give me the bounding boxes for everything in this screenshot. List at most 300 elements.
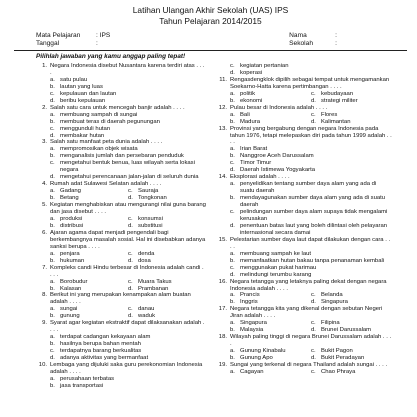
answer-option	[36, 119, 206, 126]
option-text: Malaysia	[240, 327, 264, 334]
option-letter: a.	[230, 292, 235, 299]
answer-option	[216, 272, 392, 279]
option-text: substitusi	[138, 222, 163, 229]
option-letter: b.	[230, 355, 235, 362]
question-number: 9.	[42, 320, 47, 327]
answer-option	[230, 292, 311, 299]
answer-option	[216, 70, 392, 77]
option-letter: d.	[50, 97, 55, 104]
option-text: Daerah Istimewa Yogyakarta	[240, 167, 315, 174]
option-text: membakar hutan	[60, 132, 105, 139]
option-letter: c.	[50, 348, 55, 355]
answer-option	[230, 348, 311, 355]
option-letter: a.	[50, 278, 55, 285]
question-number: 15.	[218, 236, 227, 243]
question-text: Ajaran agama dapat menjadi pengendali bagi berkembangnya masalah sosial. Hal ini disebabkan adanya sanksi berupa . . . .	[50, 229, 206, 250]
answer-option	[216, 223, 392, 237]
option-letter: c.	[230, 264, 235, 271]
option-text: menggunakan pukat harimau	[240, 264, 317, 271]
option-text: konsumsi	[138, 215, 163, 222]
option-text: penjara	[60, 250, 80, 257]
option-letter: a.	[230, 181, 235, 188]
answer-option	[50, 286, 128, 293]
question-number: 18.	[218, 334, 227, 341]
answer-option	[50, 216, 128, 223]
question-item	[216, 237, 392, 251]
question-item	[216, 362, 392, 369]
question-text: Kompleks candi Hindu terbesar di Indonesia adalah candi . . . .	[50, 264, 204, 278]
option-letter: d.	[311, 299, 316, 306]
option-text: danau	[138, 306, 155, 313]
option-letter: b.	[230, 153, 235, 160]
question-item	[36, 320, 206, 334]
option-letter: b.	[230, 195, 235, 202]
question-number: 2.	[42, 104, 47, 111]
option-text: penyelidikan tentang sumber daya alam yang ada di suatu daerah	[240, 181, 377, 195]
option-letter: d.	[311, 118, 316, 125]
question-number: 13.	[218, 125, 227, 132]
option-text: dosa	[138, 257, 151, 264]
instruction: Pilihlah jawaban yang kamu anggap paling tepat!	[36, 52, 186, 60]
option-text: Kalasan	[60, 285, 82, 292]
option-text: Tongkonan	[138, 195, 167, 202]
answer-option	[311, 320, 392, 327]
answer-option	[36, 355, 206, 362]
answer-option	[216, 153, 392, 160]
answer-option	[36, 160, 206, 174]
answer-option-row	[36, 216, 206, 223]
answer-option	[311, 299, 392, 306]
answer-option	[311, 98, 392, 105]
option-letter: d.	[128, 313, 133, 320]
option-text: ekonomi	[240, 97, 263, 104]
option-letter: b.	[50, 285, 55, 292]
answer-option	[216, 258, 392, 265]
answer-option	[128, 251, 206, 258]
question-text: Syarat agar kegiatan ekstraktif dapat dilaksanakan adalah . . . .	[50, 320, 205, 334]
school-label: Sekolah	[289, 40, 313, 47]
option-letter: d.	[50, 355, 55, 362]
question-text: Berikut ini yang merupakan kenampakan alam buatan adalah . . . .	[50, 292, 191, 306]
option-letter: b.	[50, 257, 55, 264]
answer-option	[230, 327, 311, 334]
option-text: Madura	[240, 118, 260, 125]
option-text: hukuman	[60, 257, 85, 264]
question-text: Negara Indonesia disebut Nusantara karena terdiri atas . . . .	[50, 63, 205, 76]
option-letter: b.	[230, 327, 235, 334]
question-number: 11.	[219, 76, 227, 83]
option-text: koperasi	[240, 69, 263, 76]
answer-option	[311, 369, 392, 376]
option-text: hasilnya berupa bahan mentah	[60, 341, 141, 348]
question-number: 6.	[42, 229, 47, 236]
option-letter: d.	[128, 285, 133, 292]
answer-option-row	[216, 348, 392, 355]
option-letter: b.	[50, 153, 55, 160]
option-letter: a.	[50, 250, 55, 257]
question-text: Salah satu manfaat peta dunia adalah . . . .	[50, 139, 163, 146]
option-text: beribu kepulauan	[60, 97, 106, 104]
option-letter: c.	[230, 160, 235, 167]
question-item	[36, 202, 206, 216]
option-letter: a.	[50, 146, 55, 153]
option-text: mendayagunakan sumber daya alam yang ada di suatu daerah	[240, 195, 386, 209]
answer-option-row	[216, 292, 392, 299]
option-letter: c.	[128, 306, 133, 313]
option-letter: b.	[50, 195, 55, 202]
answer-option	[128, 195, 206, 202]
question-item	[36, 362, 206, 376]
answer-option-row	[36, 279, 206, 286]
answer-option	[128, 223, 206, 230]
date-label: Tanggal	[36, 40, 60, 47]
option-text: mengetahui perencanaan jalan-jalan di seluruh dunia	[60, 174, 199, 181]
option-text: Betang	[60, 195, 79, 202]
answer-option	[230, 119, 311, 126]
option-text: Nanggroe Aceh Darussalam	[240, 153, 314, 160]
answer-option-row	[216, 98, 392, 105]
option-letter: a.	[50, 76, 55, 83]
answer-option	[36, 348, 206, 355]
option-letter: c.	[128, 215, 133, 222]
answer-option-row	[36, 195, 206, 202]
answer-option-row	[36, 286, 206, 293]
option-text: kegiatan pertanian	[240, 63, 289, 69]
option-text: Flores	[321, 111, 338, 118]
answer-option-row	[36, 223, 206, 230]
answer-option	[50, 195, 128, 202]
answer-option	[311, 355, 392, 362]
option-letter: a.	[230, 250, 235, 257]
option-letter: d.	[128, 257, 133, 264]
answer-option	[216, 209, 392, 223]
option-letter: b.	[230, 299, 235, 306]
answer-option	[230, 299, 311, 306]
answer-option	[216, 251, 392, 258]
answer-option	[128, 313, 206, 320]
answer-option	[230, 320, 311, 327]
option-letter: c.	[230, 63, 235, 69]
option-text: Irian Barat	[240, 146, 268, 153]
option-letter: c.	[128, 250, 133, 257]
option-text: Chao Phraya	[321, 368, 356, 375]
name-label: Nama	[289, 32, 307, 40]
question-text: Sungai yang terkenal di negara Thailand adalah sungai . . . .	[230, 361, 388, 368]
answer-option-row	[216, 355, 392, 362]
answer-option	[311, 112, 392, 119]
answer-option	[311, 327, 392, 334]
option-letter: b.	[230, 257, 235, 264]
question-text: Provinsi yang bergabung dengan negara Indonesia pada tahun 1976, tetapi melepaskan diri pada tahun 1999 adalah . . . .	[230, 125, 392, 146]
option-text: Muara Takus	[138, 278, 172, 285]
option-text: Singapura	[321, 299, 348, 306]
option-letter: d.	[230, 167, 235, 174]
answer-option	[216, 167, 392, 174]
answer-option	[50, 279, 128, 286]
question-item	[36, 105, 206, 112]
option-letter: c.	[311, 292, 316, 299]
option-letter: a.	[50, 188, 55, 195]
answer-option	[230, 98, 311, 105]
student-info	[36, 32, 385, 47]
answer-option-row	[36, 251, 206, 258]
option-text: sungai	[60, 306, 78, 313]
answer-option	[50, 251, 128, 258]
option-letter: d.	[50, 132, 55, 139]
option-letter: c.	[50, 125, 55, 132]
option-text: pelindungan sumber daya alam supaya tidak mengalami kerusakan	[240, 209, 388, 222]
answer-option	[36, 383, 206, 390]
option-letter: a.	[230, 320, 235, 327]
answer-option	[216, 265, 392, 272]
option-text: lautan yang luas	[60, 83, 103, 90]
answer-option	[36, 112, 206, 119]
answer-option	[128, 306, 206, 313]
answer-option	[50, 313, 128, 320]
page-title: Latihan Ulangan Akhir Sekolah (UAS) IPS	[132, 5, 289, 15]
option-text: perusahaan terbatas	[60, 375, 115, 382]
option-text: Prambanan	[138, 285, 169, 292]
question-text: Rumah adat Sulawesi Selatan adalah . . . .	[50, 181, 162, 188]
option-text: mempromosikan objek wisata	[60, 146, 138, 153]
question-number: 1.	[42, 63, 47, 69]
option-text: kebudayaan	[321, 90, 354, 97]
option-text: mengetahui bentuk benua, luas wilayah serta lokasi negara	[60, 160, 195, 174]
option-letter: a.	[230, 90, 235, 97]
question-item	[36, 63, 206, 77]
school-value: :	[335, 40, 337, 47]
option-text: Cagayan	[240, 368, 264, 375]
question-item	[216, 126, 392, 147]
question-text: Wilayah paling tinggi di negara Brunei Darussalam adalah . . . .	[230, 334, 392, 348]
question-text: Kegiatan menghabiskan atau mengurangi nilai guna barang dan jasa disebut . . . .	[50, 202, 206, 216]
answer-option	[230, 355, 311, 362]
answer-option	[50, 188, 128, 195]
answer-option	[216, 195, 392, 209]
option-letter: d.	[311, 97, 316, 104]
questions-right-column	[216, 63, 392, 390]
answer-option-row	[216, 327, 392, 334]
answer-option	[36, 126, 206, 133]
question-text: Pulau besar di Indonesia adalah . . . .	[230, 104, 328, 111]
option-text: Timor Timur	[240, 160, 272, 167]
option-letter: d.	[50, 174, 55, 181]
option-letter: b.	[230, 118, 235, 125]
question-item	[36, 181, 206, 188]
option-text: Bukit Pagon	[321, 348, 353, 355]
option-letter: c.	[311, 111, 316, 118]
option-text: satu pulau	[60, 76, 88, 83]
option-text: politik	[240, 90, 256, 97]
option-letter: c.	[50, 160, 55, 167]
answer-option-row	[216, 91, 392, 98]
option-letter: b.	[230, 97, 235, 104]
answer-option	[128, 216, 206, 223]
option-text: terdapat cadangan kekayaan alam	[60, 334, 151, 341]
question-item	[216, 334, 392, 348]
question-number: 3.	[42, 139, 47, 146]
option-text: Belanda	[321, 292, 343, 299]
option-text: adanya aktivitas yang bermanfaat	[60, 355, 149, 362]
answer-option-row	[36, 313, 206, 320]
option-letter: d.	[230, 271, 235, 278]
answer-option	[230, 369, 311, 376]
answer-option	[36, 133, 206, 140]
option-letter: b.	[50, 382, 55, 389]
question-text: Rengasdengklok dipilih sebagai tempat untuk mengamankan Soekarno-Hatta karena pertimbangan . . . .	[230, 76, 390, 90]
option-text: Brunei Darussalam	[321, 327, 372, 334]
name-value: :	[335, 32, 337, 40]
question-number: 12.	[218, 104, 227, 111]
answer-option	[216, 63, 392, 70]
option-letter: c.	[311, 320, 316, 327]
option-letter: c.	[311, 90, 316, 97]
option-letter: a.	[230, 146, 235, 153]
answer-option	[128, 279, 206, 286]
option-letter: d.	[230, 222, 235, 229]
answer-option-row	[216, 369, 392, 376]
option-letter: c.	[50, 90, 55, 97]
question-item	[216, 279, 392, 293]
option-letter: a.	[50, 375, 55, 382]
answer-option	[128, 286, 206, 293]
option-letter: c.	[311, 368, 316, 375]
option-letter: d.	[230, 69, 235, 76]
answer-option	[128, 258, 206, 265]
question-item	[36, 265, 206, 279]
answer-option	[50, 258, 128, 265]
option-text: membuang sampah di sungai	[60, 111, 138, 118]
option-text: Prancis	[240, 292, 260, 299]
question-number: 8.	[42, 292, 47, 299]
option-letter: b.	[50, 341, 55, 348]
option-text: terdapatnya barang berkualitas	[60, 348, 142, 355]
answer-option-row	[216, 119, 392, 126]
question-text: Pelestarian sumber daya laut dapat dilakukan dengan cara . . . .	[230, 236, 391, 250]
answer-option	[36, 334, 206, 341]
question-item	[216, 174, 392, 181]
answer-option	[36, 376, 206, 383]
answer-option-row	[36, 306, 206, 313]
question-number: 7.	[42, 264, 47, 271]
answer-option	[36, 146, 206, 153]
question-number: 16.	[218, 278, 227, 285]
question-item	[36, 292, 206, 306]
answer-option	[36, 77, 206, 84]
option-letter: d.	[128, 195, 133, 202]
option-letter: b.	[50, 222, 55, 229]
option-text: memanfaatkan hutan bakau tanpa penanaman kembali	[240, 257, 385, 264]
option-text: jasa transportasi	[60, 382, 104, 389]
option-text: penentuan batas laut yang boleh dilintasi oleh pelayaran internasional secara damai	[240, 222, 388, 236]
option-text: Bali	[240, 111, 250, 118]
question-item	[216, 105, 392, 112]
answer-option-row	[216, 320, 392, 327]
answer-option	[36, 174, 206, 181]
answer-option	[311, 91, 392, 98]
option-text: Filipina	[321, 320, 340, 327]
answer-option-row	[216, 112, 392, 119]
divider	[14, 50, 407, 51]
option-letter: b.	[50, 118, 55, 125]
option-letter: c.	[128, 188, 133, 195]
option-text: Gunung Kinabalu	[240, 348, 286, 355]
option-text: Inggris	[240, 299, 258, 306]
option-text: melindungi terumbu karang	[240, 271, 312, 278]
option-letter: a.	[230, 111, 235, 118]
answer-option	[36, 98, 206, 105]
option-text: denda	[138, 250, 155, 257]
question-item	[216, 306, 392, 320]
option-text: Sauraja	[138, 188, 159, 195]
answer-option	[216, 181, 392, 195]
question-text: Salah satu cara untuk mencegah banjir adalah . . . .	[50, 104, 185, 111]
answer-option	[50, 223, 128, 230]
option-text: menggunduli hutan	[60, 125, 111, 132]
answer-option-row	[36, 188, 206, 195]
option-text: Bukit Peradayan	[321, 355, 365, 362]
option-letter: c.	[230, 209, 235, 216]
answer-option	[311, 348, 392, 355]
answer-option	[311, 292, 392, 299]
option-letter: a.	[50, 306, 55, 313]
option-text: membuat teras di daerah pegunungan	[60, 118, 160, 125]
answer-option	[36, 341, 206, 348]
question-text: Lembaga yang dijuluki saka guru perekonomian Indonesia adalah . . . .	[50, 361, 203, 375]
answer-option	[36, 84, 206, 91]
option-letter: d.	[128, 222, 133, 229]
option-letter: d.	[311, 327, 316, 334]
option-letter: a.	[50, 111, 55, 118]
option-letter: a.	[230, 368, 235, 375]
option-letter: c.	[128, 278, 133, 285]
question-number: 19.	[218, 361, 227, 368]
question-number: 14.	[218, 174, 227, 181]
option-text: Kalimantan	[321, 118, 351, 125]
option-text: distribusi	[60, 222, 84, 229]
answer-option	[230, 91, 311, 98]
answer-option	[311, 119, 392, 126]
option-text: membuang sampah ke laut	[240, 250, 312, 257]
page-subtitle: Tahun Pelajaran 2014/2015	[159, 16, 262, 27]
option-text: Singapura	[240, 320, 267, 327]
option-text: menganalisis jumlah dan persebaran penduduk	[60, 153, 184, 160]
question-item	[36, 230, 206, 251]
answer-option-row	[36, 258, 206, 265]
question-number: 17.	[218, 306, 227, 313]
question-item	[216, 77, 392, 91]
question-number: 4.	[42, 181, 47, 188]
option-letter: a.	[230, 348, 235, 355]
questions-left-column	[36, 63, 206, 390]
answer-option-row	[216, 299, 392, 306]
question-text: Negara tetangga yang letaknya paling dekat dengan negara Indonesia adalah . . . .	[230, 278, 387, 292]
question-text: Eksplorasi adalah . . . .	[230, 174, 290, 181]
answer-option	[216, 146, 392, 153]
option-text: Borobudur	[60, 278, 88, 285]
answer-option	[36, 153, 206, 160]
answer-option	[216, 160, 392, 167]
option-letter: b.	[50, 313, 55, 320]
option-text: Gunung Apo	[240, 355, 273, 362]
answer-option	[230, 112, 311, 119]
subject-value: : IPS	[96, 32, 111, 40]
option-letter: b.	[50, 83, 55, 90]
answer-option	[50, 306, 128, 313]
question-item	[36, 139, 206, 146]
option-text: Gadang	[60, 188, 81, 195]
option-text: waduk	[138, 313, 156, 320]
